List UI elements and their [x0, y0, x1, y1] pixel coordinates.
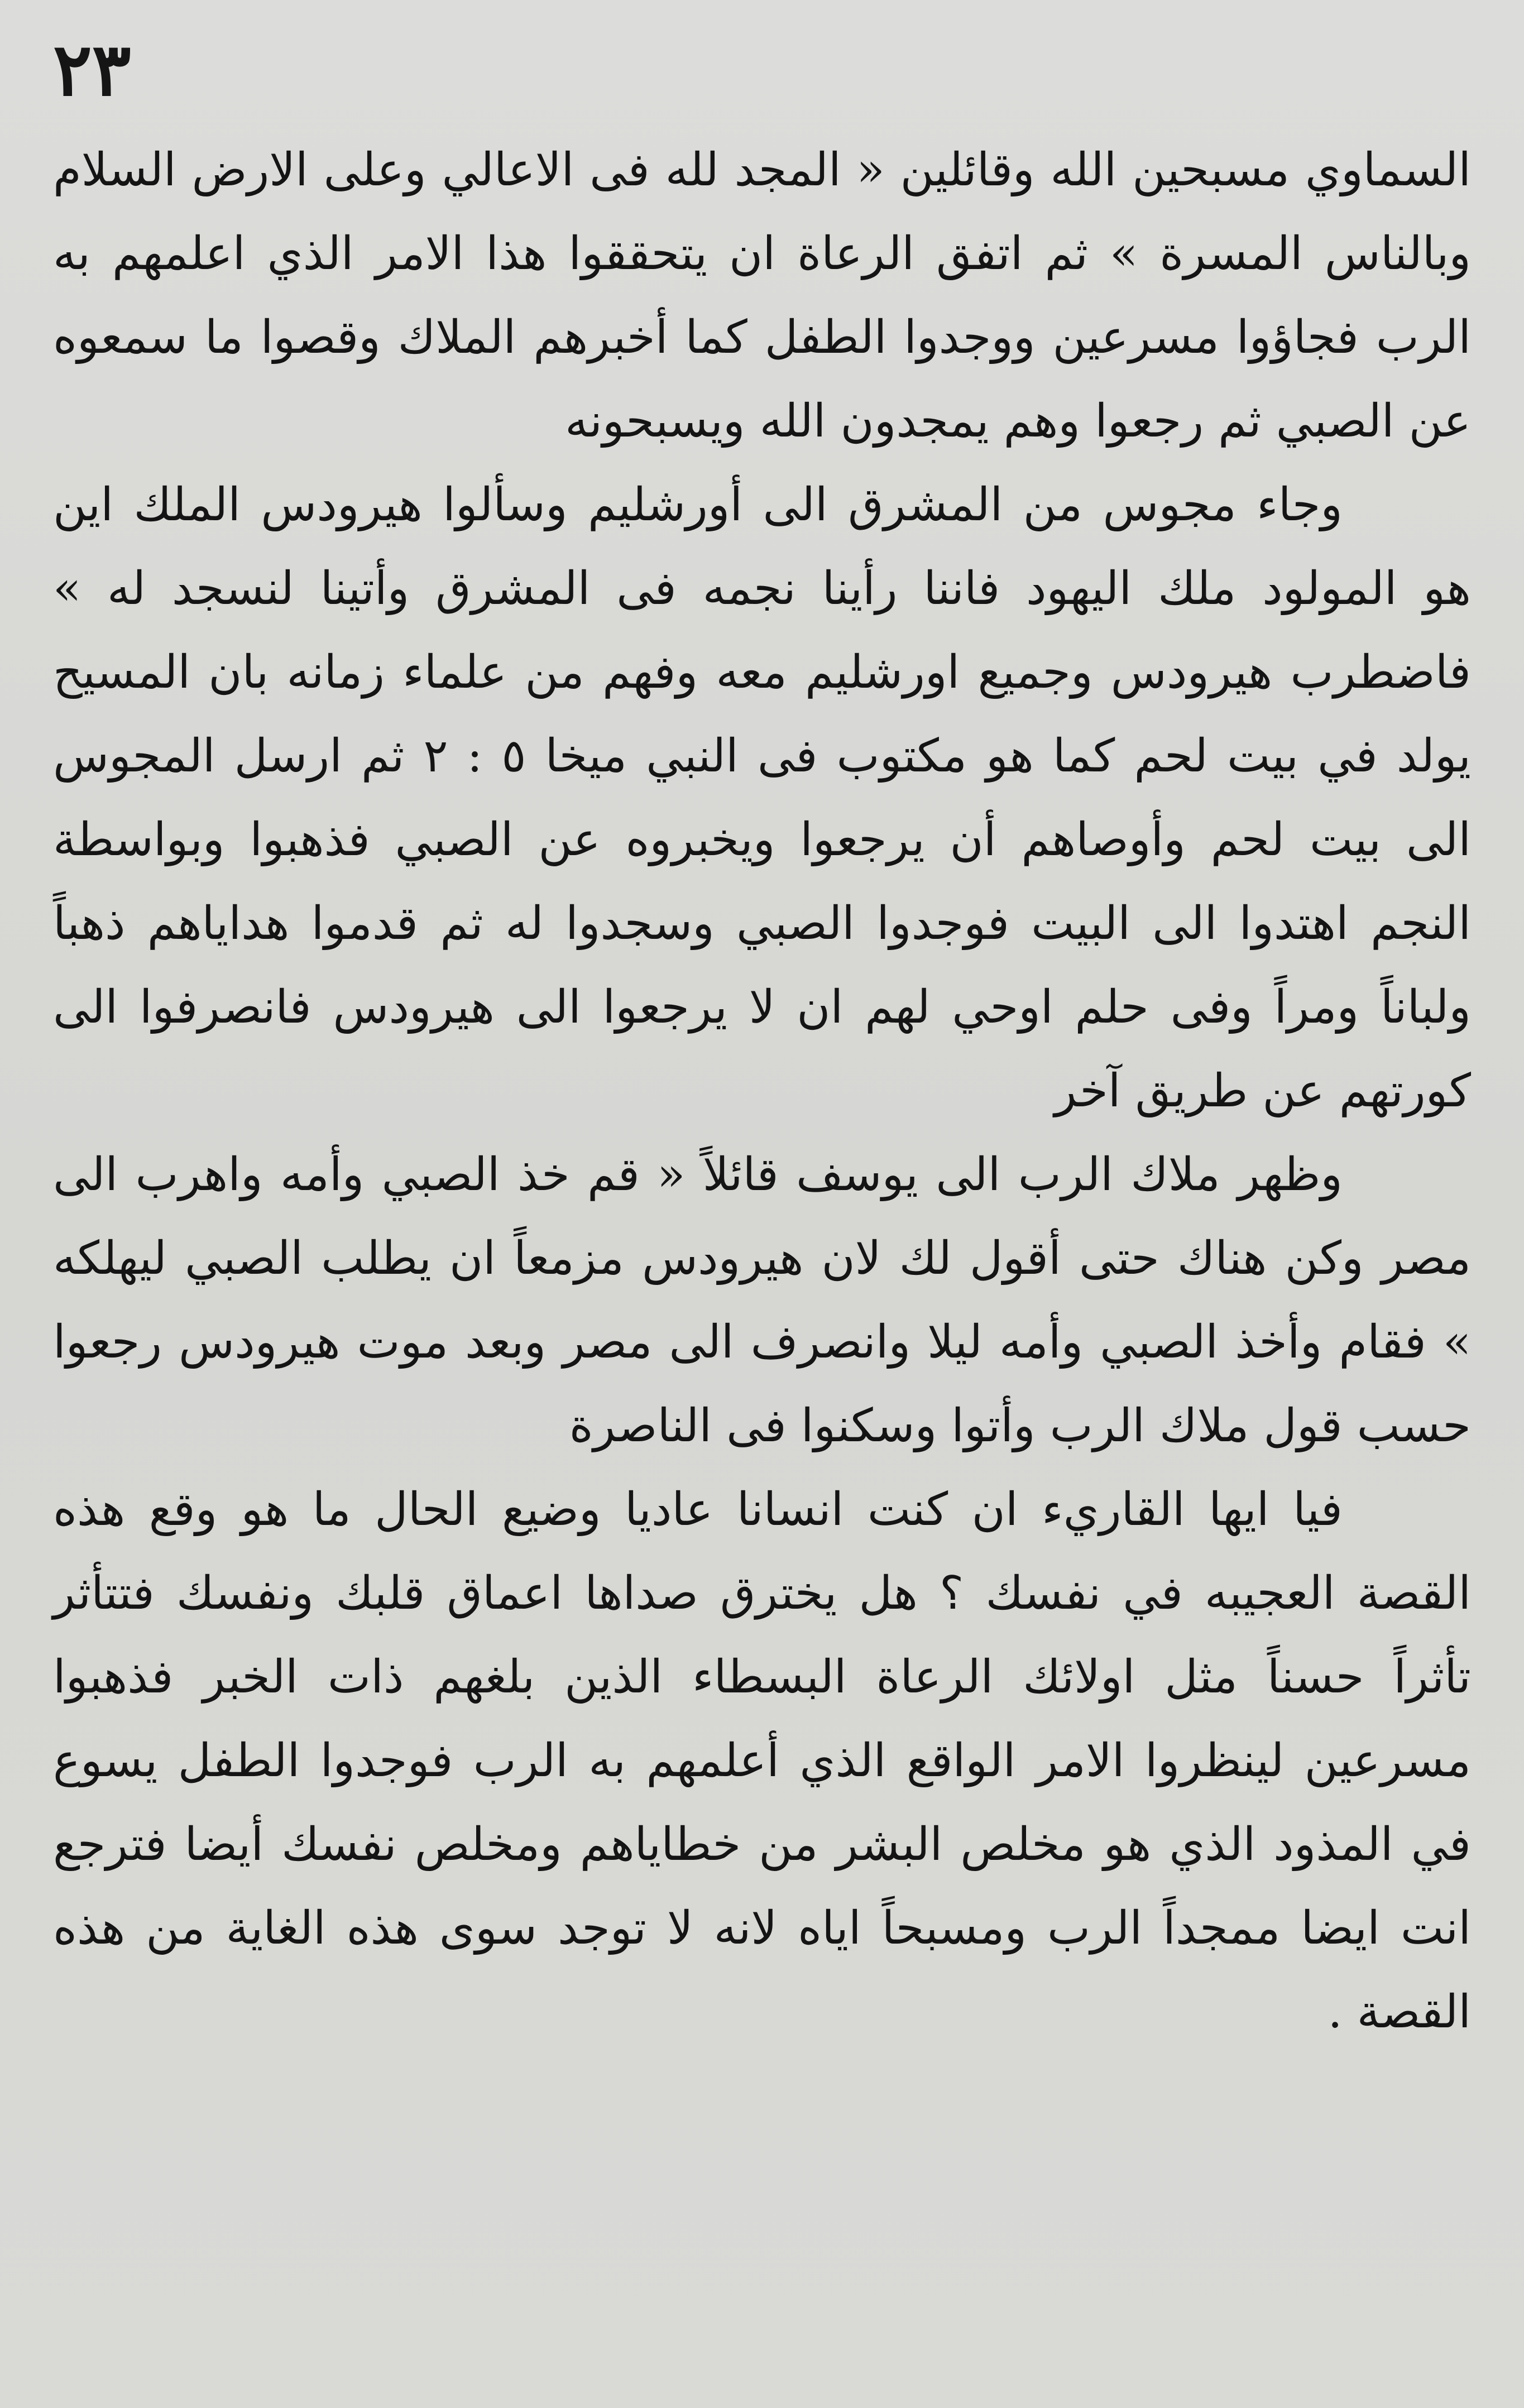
- paragraph-magi: وجاء مجوس من المشرق الى أورشليم وسألوا هيرودس الملك اين هو المولود ملك اليهود فاننا رأينا نجمه فى المشرق وأتينا لنسجد له » فاضطرب هيرودس وجميع اورشليم معه وفهم من علماء زمانه بان المسيح يولد في بيت لحم كما هو مكتوب فى النبي ميخا ٥ : ٢ ثم ارسل المجوس الى بيت لحم وأوصاهم أن يرجعوا ويخبروه عن الصبي فذهبوا وبواسطة النجم اهتدوا الى البيت فوجدوا الصبي وسجدوا له ثم قدموا هداياهم ذهباً ولباناً ومراً وفى حلم اوحي لهم ان لا يرجعوا الى هيرودس فانصرفوا الى كورتهم عن طريق آخر: [53, 478, 1471, 1117]
- paragraph-reader-appeal: فيا ايها القاريء ان كنت انسانا عاديا وضيع الحال ما هو وقع هذه القصة العجيبه في نفسك ؟ هل يخترق صداها اعماق قلبك ونفسك فتتأثر تأثراً حسناً مثل اولائك الرعاة البسطاء الذين بلغهم ذات الخبر فذهبوا مسرعين لينظروا الامر الواقع الذي أعلمهم به الرب فوجدوا الطفل يسوع في المذود الذي هو مخلص البشر من خطاياهم ومخلص نفسك أيضا فترجع انت ايضا ممجداً الرب ومسبحاً اياه لانه لا توجد سوى هذه الغاية من هذه القصة .: [53, 1483, 1471, 2038]
- paragraph-shepherds: السماوي مسبحين الله وقائلين « المجد لله فى الاعالي وعلى الارض السلام وبالناس المسرة » ثم اتفق الرعاة ان يتحققوا هذا الامر الذي اعلمهم به الرب فجاؤوا مسرعين ووجدوا الطفل كما أخبرهم الملاك وقصوا ما سمعوه عن الصبي ثم رجعوا وهم يمجدون الله ويسبحونه: [53, 143, 1471, 448]
- page-number: ٢٣: [53, 27, 131, 112]
- body-text: [53, 128, 1471, 2054]
- paragraph-flight-to-egypt: وظهر ملاك الرب الى يوسف قائلاً « قم خذ الصبي وأمه واهرب الى مصر وكن هناك حتى أقول لك لان هيرودس مزمعاً ان يطلب الصبي ليهلكه » فقام وأخذ الصبي وأمه ليلا وانصرف الى مصر وبعد موت هيرودس رجعوا حسب قول ملاك الرب وأتوا وسكنوا فى الناصرة: [53, 1148, 1471, 1452]
